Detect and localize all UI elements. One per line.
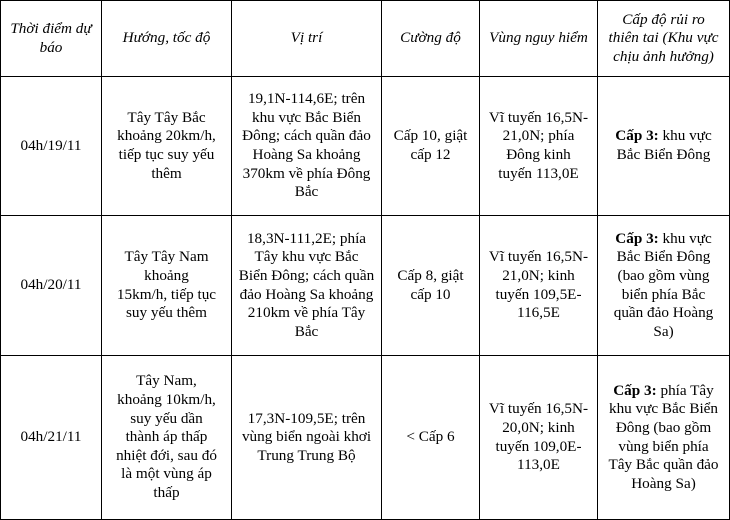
header-time: Thời điểm dự báo: [1, 1, 102, 77]
cell-risk-level: [598, 356, 730, 520]
table-row: [1, 77, 730, 216]
cell-direction: Tây Tây Nam khoảng 15km/h, tiếp tục suy yếu thêm: [102, 216, 232, 356]
header-danger-zone: Vùng nguy hiểm: [480, 1, 598, 77]
header-intensity: Cường độ: [382, 1, 480, 77]
risk-area-text: phía Tây khu vực Bắc Biển Đông (bao gồm vùng biển phía Tây Bắc quần đảo Hoàng Sa): [608, 381, 719, 492]
cell-position: 17,3N-109,5E; trên vùng biển ngoài khơi Trung Trung Bộ: [232, 356, 382, 520]
cell-risk-level: [598, 77, 730, 216]
risk-level-label: Cấp 3:: [613, 381, 657, 399]
cell-direction: Tây Tây Bắc khoảng 20km/h, tiếp tục suy yếu thêm: [102, 77, 232, 216]
cell-time: 04h/20/11: [1, 216, 102, 356]
cell-risk-level: [598, 216, 730, 356]
cell-time: 04h/19/11: [1, 77, 102, 216]
header-position: Vị trí: [232, 1, 382, 77]
cell-danger-zone: Vĩ tuyến 16,5N- 20,0N; kinh tuyến 109,0E- 113,0E: [480, 356, 598, 520]
risk-area-text: khu vực Bắc Biển Đông: [616, 127, 712, 163]
risk-level-label: Cấp 3:: [615, 127, 659, 145]
table-row: [1, 356, 730, 520]
cell-time: 04h/21/11: [1, 356, 102, 520]
cell-intensity: < Cấp 6: [382, 356, 480, 520]
header-risk-level: Cấp độ rủi ro thiên tai (Khu vực chịu ảnh hưởng): [598, 1, 730, 77]
cell-position: 18,3N-111,2E; phía Tây khu vực Bắc Biển Đông; cách quần đảo Hoàng Sa khoảng 210km về phía Tây Bắc: [232, 216, 382, 356]
cell-intensity: Cấp 10, giật cấp 12: [382, 77, 480, 216]
cell-danger-zone: Vĩ tuyến 16,5N- 21,0N; kinh tuyến 109,5E- 116,5E: [480, 216, 598, 356]
risk-area-text: khu vực Bắc Biển Đông (bao gồm vùng biển phía Bắc quần đảo Hoàng Sa): [613, 229, 714, 340]
header-row: [1, 1, 730, 77]
cell-danger-zone: Vĩ tuyến 16,5N- 21,0N; phía Đông kinh tuyến 113,0E: [480, 77, 598, 216]
cell-direction: Tây Nam, khoảng 10km/h, suy yếu dần thành áp thấp nhiệt đới, sau đó là một vùng áp thấp: [102, 356, 232, 520]
cell-intensity: Cấp 8, giật cấp 10: [382, 216, 480, 356]
header-direction: Hướng, tốc độ: [102, 1, 232, 77]
cell-position: 19,1N-114,6E; trên khu vực Bắc Biển Đông; cách quần đảo Hoàng Sa khoảng 370km về phía Đông Bắc: [232, 77, 382, 216]
table-row: [1, 216, 730, 356]
risk-level-label: Cấp 3:: [615, 229, 659, 247]
